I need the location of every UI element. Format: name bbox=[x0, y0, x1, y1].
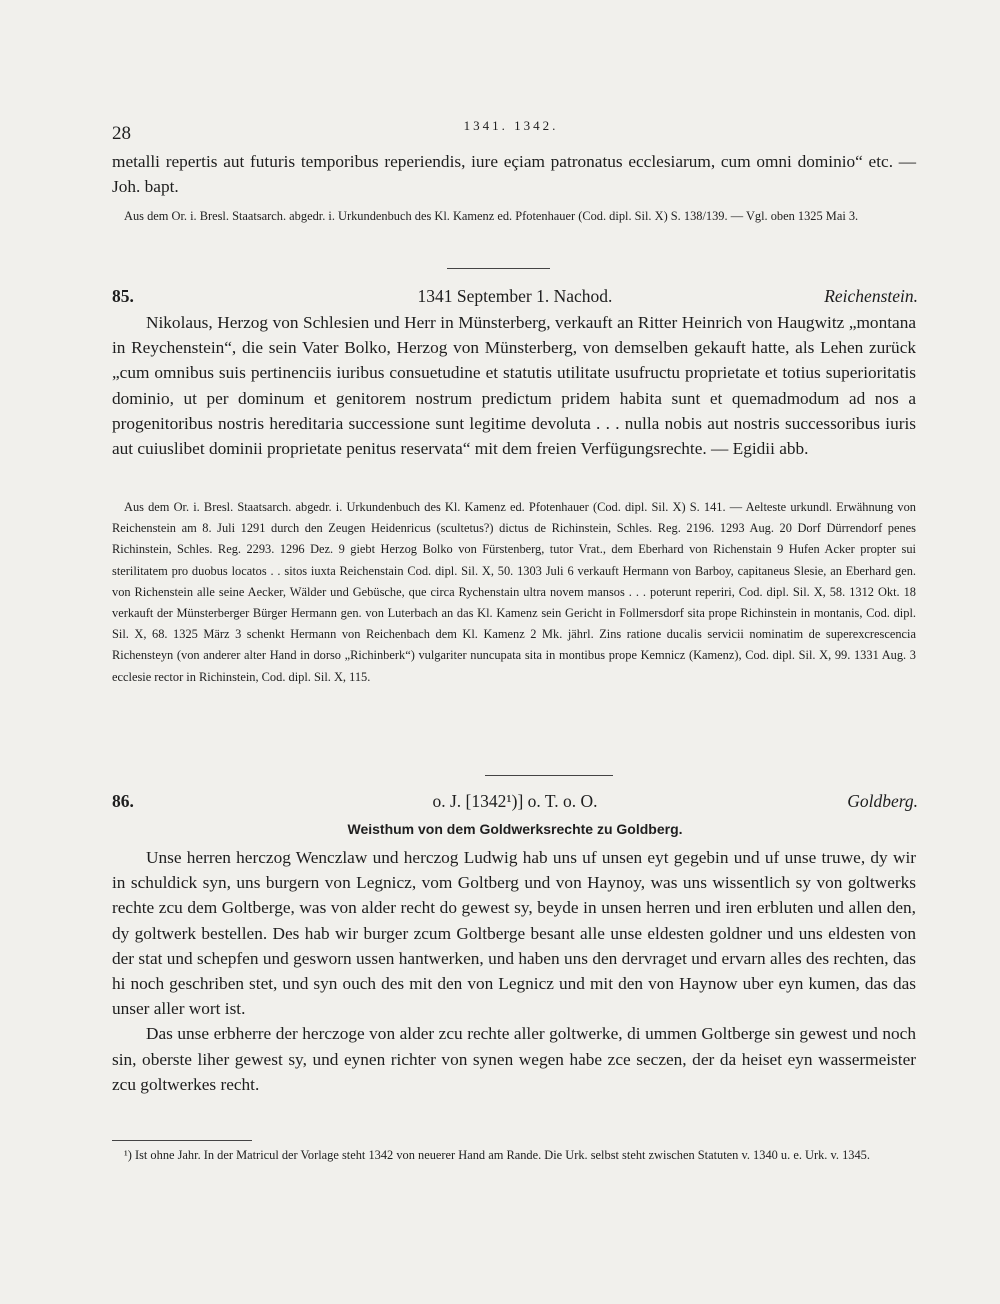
doc84-continuation bbox=[112, 149, 916, 199]
doc84-text: metalli repertis aut futuris temporibus reperiendis, iure eçiam patronatus ecclesiarum, cum omni dominio“ etc. — Joh. bapt. bbox=[112, 152, 916, 197]
doc85-number: 85. bbox=[112, 286, 134, 306]
doc85-place: Reichenstein. bbox=[824, 286, 918, 306]
doc84-note: Aus dem Or. i. Bresl. Staatsarch. abgedr. i. Urkundenbuch des Kl. Kamenz ed. Pfotenhauer (Cod. dipl. Sil. X) S. 138/139. — Vgl. oben 1325 Mai 3. bbox=[124, 209, 859, 223]
page-header bbox=[112, 118, 910, 142]
doc86-title: Weisthum von dem Goldwerksrechte zu Goldberg. bbox=[347, 821, 683, 837]
separator-rule bbox=[447, 268, 550, 269]
doc85-note: Aus dem Or. i. Bresl. Staatsarch. abgedr. i. Urkundenbuch des Kl. Kamenz ed. Pfotenhauer (Cod. dipl. Sil. X) S. 141. — Aelteste urkundl. Erwähnung von Reichenstein am 8. Juli 1291 durch den Zeugen Heidenricus (scultetus?) dictus de Richinstein, Schles. Reg. 2196. 1293 Aug. 20 Dorf Dürrendorf penes Richinstein, Schles. Reg. 2293. 1296 Dez. 9 giebt Herzog Bolko von Fürstenberg, tutor Vrat., dem Eberhard von Richenstain 9 Hufen Acker propter sui sterilitatem pro duobus locatos . . sitos iuxta Reichenstain Cod. dipl. Sil. X, 50. 1303 Juli 6 verkauft Hermann von Barboy, capitaneus Slesie, an Eberhard gen. von Richenstein alle seine Aecker, Wälder und Gebüsche, que circa Rychenstain ultra novem mansos . . . poterunt reperiri, Cod. dipl. Sil. X, 58. 1312 Okt. 18 verkauft der Münsterberger Bürger Hermann gen. von Luterbach an das Kl. Kamenz sein Gericht in Follmersdorf sita prope Richinstein in montanis, Cod. dipl. Sil. X, 68. 1325 März 3 schenkt Hermann von Reichenbach dem Kl. Kamenz 2 Mk. jährl. Zins ratione ducalis servicii nominatim de superexcrescencia Richensteyn (von anderer alter Hand in dorso „Richinberk“) vulgariter nuncupata sita in montibus prope Kemnicz (Kamenz), Cod. dipl. Sil. X, 99. 1331 Aug. 3 ecclesie rector in Richinstein, Cod. dipl. Sil. X, 115. bbox=[112, 500, 916, 684]
doc85-source-note bbox=[112, 497, 916, 688]
doc85-text: Nikolaus, Herzog von Schlesien und Herr in Münsterberg, verkauft an Ritter Heinrich von Haugwitz „montana in Reychenstein“, die sein Vater Bolko, Herzog von Münsterberg, von demselben gekauft hatte, als Lehen zurück „cum omnibus suis pertinenciis iuribus consuetudine et statutis utilitate usufructu proprietate et totius superioritatis dominio, ut per dominum et genitorem nostrum predictum pridem habita sunt et quemadmodum ad nos a progenitoribus nostris hereditaria successione sunt legitime devoluta . . . nulla nobis aut nostris successoribus iuris aut cuiuslibet dominii proprietate penitus reservata“ mit dem freien Verfügungsrechte. — Egidii abb. bbox=[112, 313, 916, 459]
page-number: 28 bbox=[112, 123, 131, 144]
footnote-block bbox=[112, 1145, 916, 1166]
doc86-paragraph-1: Unse herren herczog Wenczlaw und herczog Ludwig hab uns uf unsen eyt gegebin und uf unse truwe, dy wir in schuldick syn, uns burgern von Legnicz, vom Goltberg und von Haynoy, was uns wissentlich sy von goltwerks rechte zcu dem Goltberge, was von alder recht do gewest sy, beyde in unsen herren und iren erbluten und allen den, dy goltwerk bestellen. Des hab wir burger zcum Goltberge besant alle unse eldesten goldner und uns eldesten von der stat und schepfen und gesworn ussen hantwerken, und haben uns den dervraget und ervarn alles des rechten, das hi noch geschriben stet, und syn ouch des mit den von Legnicz und mit den von Haynow uber eyn kumen, das das unser aller wort ist. bbox=[112, 848, 916, 1019]
footnote-rule bbox=[112, 1140, 252, 1141]
doc86-place: Goldberg. bbox=[847, 791, 918, 811]
doc86-number: 86. bbox=[112, 791, 134, 811]
doc84-source-note bbox=[112, 206, 916, 227]
separator-rule bbox=[485, 775, 613, 776]
doc86-date: o. J. [1342¹)] o. T. o. O. bbox=[432, 791, 598, 811]
doc85-body bbox=[112, 310, 916, 461]
doc86-body bbox=[112, 845, 916, 1097]
running-head: 1341. 1342. bbox=[463, 118, 559, 133]
footnote-1: ¹) Ist ohne Jahr. In der Matricul der Vorlage steht 1342 von neuerer Hand am Rande. Die Urk. selbst steht zwischen Statuten v. 1340 u. e. Urk. v. 1345. bbox=[124, 1148, 870, 1162]
doc86-paragraph-2: Das unse erbherre der herczoge von alder zcu rechte aller goltwerke, di ummen Goltberge sin gewest und noch sin, oberste liher gewest sy, und eynen richter von synen wegen habe zce seczen, der da heiset eyn wassermeister zcu goltwerkes recht. bbox=[112, 1024, 916, 1094]
doc85-date: 1341 September 1. Nachod. bbox=[417, 286, 613, 306]
doc86-heading bbox=[112, 791, 918, 819]
